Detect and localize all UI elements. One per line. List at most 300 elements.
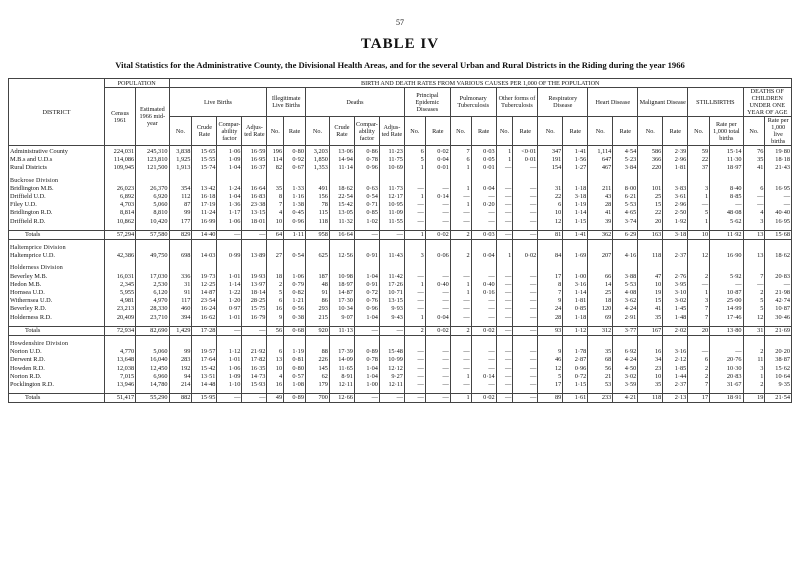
- value-cell: 4·16: [613, 252, 638, 260]
- value-cell: —: [513, 230, 538, 239]
- table-row: [9, 305, 792, 313]
- value-cell: 11·65: [329, 365, 354, 373]
- value-cell: 0·76: [354, 297, 379, 305]
- page-number: 57: [396, 18, 404, 27]
- value-cell: 1·56: [563, 156, 588, 164]
- value-cell: 1: [450, 164, 471, 172]
- value-cell: 21·98: [765, 289, 792, 297]
- value-cell: 20·20: [765, 348, 792, 356]
- value-cell: 0·67: [284, 164, 306, 172]
- value-cell: 16·83: [242, 193, 267, 201]
- value-cell: 59: [688, 146, 710, 157]
- section-heading: Holderness Division: [9, 264, 105, 272]
- value-cell: 0·56: [284, 305, 306, 313]
- value-cell: 31: [743, 326, 765, 335]
- value-cell: 82: [267, 164, 284, 172]
- value-cell: —: [513, 281, 538, 289]
- value-cell: —: [425, 365, 450, 373]
- value-cell: 10·30: [710, 365, 743, 373]
- table-row: [9, 164, 792, 172]
- district-name-cell: Withernsea U.D.: [9, 297, 105, 305]
- value-cell: 6,920: [136, 193, 169, 201]
- value-cell: 0·14: [471, 373, 496, 381]
- value-cell: 8,810: [136, 209, 169, 217]
- value-cell: 35: [588, 348, 613, 356]
- value-cell: —: [710, 281, 743, 289]
- value-cell: 16,031: [104, 273, 135, 281]
- value-cell: 23,710: [136, 314, 169, 322]
- value-cell: 28: [588, 201, 613, 209]
- value-cell: 13: [743, 230, 765, 239]
- district-name-cell: Beverley M.B.: [9, 273, 105, 281]
- value-cell: 1·15: [563, 218, 588, 226]
- value-cell: 13: [267, 356, 284, 364]
- value-cell: 1: [404, 230, 425, 239]
- value-cell: 1·06: [217, 218, 242, 226]
- value-cell: —: [425, 289, 450, 297]
- value-cell: 118: [305, 218, 329, 226]
- value-cell: 1: [743, 373, 765, 381]
- value-cell: 14·87: [329, 289, 354, 297]
- value-cell: 1·19: [284, 348, 306, 356]
- value-cell: 0·72: [563, 373, 588, 381]
- district-name-cell: Howden R.D.: [9, 365, 105, 373]
- value-cell: 1·01: [217, 314, 242, 322]
- value-cell: 35: [267, 185, 284, 193]
- value-cell: 245,310: [136, 146, 169, 157]
- value-cell: —: [513, 373, 538, 381]
- value-cell: 1·27: [563, 164, 588, 172]
- value-cell: 16·95: [765, 185, 792, 193]
- value-cell: 10: [538, 209, 563, 217]
- value-cell: 226: [305, 356, 329, 364]
- value-cell: 15·55: [192, 156, 217, 164]
- value-cell: —: [513, 381, 538, 389]
- value-cell: 0·04: [471, 185, 496, 193]
- value-cell: 42,386: [104, 252, 135, 260]
- value-cell: —: [450, 193, 471, 201]
- value-cell: 10·95: [379, 201, 404, 209]
- value-cell: —: [404, 289, 425, 297]
- value-cell: —: [496, 381, 513, 389]
- value-cell: 18·97: [329, 281, 354, 289]
- value-cell: —: [404, 356, 425, 364]
- value-cell: 6,892: [104, 193, 135, 201]
- value-cell: 1: [688, 193, 710, 201]
- value-cell: 187: [305, 273, 329, 281]
- header-estimated: Estimated 1966 mid-year: [136, 88, 169, 146]
- header-malignant: Malignant Disease: [638, 88, 688, 117]
- value-cell: —: [496, 218, 513, 226]
- value-cell: 16·95: [765, 218, 792, 226]
- value-cell: 8·40: [710, 185, 743, 193]
- value-cell: —: [425, 381, 450, 389]
- value-cell: 8·91: [329, 373, 354, 381]
- value-cell: 109,945: [104, 164, 135, 172]
- value-cell: —: [496, 193, 513, 201]
- value-cell: 8·85: [710, 193, 743, 201]
- value-cell: 1: [450, 185, 471, 193]
- value-cell: 20·83: [765, 273, 792, 281]
- value-cell: 7: [450, 146, 471, 157]
- value-cell: 4·65: [613, 209, 638, 217]
- value-cell: 366: [638, 156, 663, 164]
- value-cell: 10,862: [104, 218, 135, 226]
- value-cell: 99: [169, 209, 192, 217]
- value-cell: 1·33: [284, 185, 306, 193]
- subheader-rate: Rate: [284, 117, 306, 146]
- value-cell: 4·24: [613, 305, 638, 313]
- value-cell: 31: [169, 281, 192, 289]
- value-cell: 9·43: [379, 314, 404, 322]
- value-cell: —: [450, 297, 471, 305]
- value-cell: —: [513, 297, 538, 305]
- value-cell: 1,114: [588, 146, 613, 157]
- value-cell: —: [471, 365, 496, 373]
- value-cell: —: [765, 281, 792, 289]
- value-cell: 0·01: [425, 164, 450, 172]
- value-cell: 11·30: [710, 156, 743, 164]
- value-cell: 5,955: [104, 289, 135, 297]
- table-row: [9, 281, 792, 289]
- value-cell: <0·01: [513, 146, 538, 157]
- value-cell: 25: [638, 193, 663, 201]
- value-cell: —: [496, 356, 513, 364]
- value-cell: —: [450, 356, 471, 364]
- value-cell: 4·21: [613, 394, 638, 403]
- value-cell: —: [471, 305, 496, 313]
- value-cell: —: [471, 273, 496, 281]
- value-cell: 1,353: [305, 164, 329, 172]
- value-cell: 18·01: [242, 218, 267, 226]
- value-cell: 0·05: [471, 156, 496, 164]
- value-cell: 17·46: [710, 314, 743, 322]
- value-cell: —: [404, 209, 425, 217]
- value-cell: 2: [688, 373, 710, 381]
- value-cell: —: [496, 305, 513, 313]
- value-cell: 12·56: [329, 252, 354, 260]
- subheader-no: No.: [496, 117, 513, 146]
- table-row: [9, 201, 792, 209]
- value-cell: 2·91: [613, 314, 638, 322]
- section-heading-row: [9, 340, 792, 348]
- value-cell: 0·06: [425, 252, 450, 260]
- value-cell: 3·16: [663, 348, 688, 356]
- value-cell: 10·98: [329, 273, 354, 281]
- value-cell: 15: [638, 201, 663, 209]
- value-cell: 0·54: [284, 252, 306, 260]
- value-cell: 18·91: [710, 394, 743, 403]
- value-cell: 3: [743, 365, 765, 373]
- header-principal-epidemic: Principal Epidemic Diseases: [404, 88, 450, 117]
- value-cell: —: [379, 326, 404, 335]
- table-row: [9, 365, 792, 373]
- value-cell: 16: [267, 305, 284, 313]
- value-cell: 647: [588, 156, 613, 164]
- value-cell: 17·30: [329, 297, 354, 305]
- value-cell: 1·04: [217, 193, 242, 201]
- value-cell: 2·96: [663, 201, 688, 209]
- value-cell: —: [425, 356, 450, 364]
- section-heading: Howdenshire Division: [9, 340, 105, 348]
- value-cell: 18: [588, 297, 613, 305]
- value-cell: —: [743, 193, 765, 201]
- district-name-cell: Hornsea U.D.: [9, 289, 105, 297]
- subheader-comparability: Compar- ability factor: [217, 117, 242, 146]
- value-cell: —: [765, 193, 792, 201]
- value-cell: 3·77: [613, 326, 638, 335]
- value-cell: 9·93: [379, 305, 404, 313]
- value-cell: 11·43: [379, 252, 404, 260]
- value-cell: 12,038: [104, 365, 135, 373]
- district-name-cell: Derwent R.D.: [9, 356, 105, 364]
- value-cell: 829: [169, 230, 192, 239]
- value-cell: 1: [496, 146, 513, 157]
- value-cell: 2·02: [663, 326, 688, 335]
- value-cell: 1·78: [563, 348, 588, 356]
- value-cell: 1·45: [663, 305, 688, 313]
- subheader-no: No.: [743, 117, 765, 146]
- value-cell: 41: [588, 209, 613, 217]
- value-cell: 1·08: [284, 381, 306, 389]
- value-cell: —: [471, 297, 496, 305]
- value-cell: 11·55: [379, 218, 404, 226]
- value-cell: 16·95: [242, 156, 267, 164]
- header-heart: Heart Disease: [588, 88, 638, 117]
- subheader-rate: Rate: [425, 117, 450, 146]
- value-cell: 0·02: [513, 252, 538, 260]
- value-cell: 6: [538, 201, 563, 209]
- totals-row: [9, 394, 792, 403]
- value-cell: 283: [169, 356, 192, 364]
- value-cell: 14·94: [329, 156, 354, 164]
- value-cell: 9·27: [379, 373, 404, 381]
- value-cell: —: [450, 305, 471, 313]
- value-cell: 1·61: [563, 394, 588, 403]
- value-cell: 1·04: [354, 373, 379, 381]
- value-cell: 120: [588, 305, 613, 313]
- value-cell: 163: [638, 230, 663, 239]
- table-title: TABLE IV: [360, 36, 440, 52]
- value-cell: 26,023: [104, 185, 135, 193]
- value-cell: —: [513, 394, 538, 403]
- value-cell: —: [513, 193, 538, 201]
- value-cell: 8·00: [613, 185, 638, 193]
- value-cell: 16·79: [242, 314, 267, 322]
- header-child-deaths: DEATHS OF CHILDREN UNDER ONE YEAR OF AGE: [743, 88, 791, 117]
- value-cell: —: [242, 394, 267, 403]
- value-cell: 920: [305, 326, 329, 335]
- value-cell: 16·62: [192, 314, 217, 322]
- value-cell: 82,690: [136, 326, 169, 335]
- subheader-rate: Rate: [471, 117, 496, 146]
- value-cell: 177: [169, 218, 192, 226]
- value-cell: 18·62: [765, 252, 792, 260]
- value-cell: —: [404, 373, 425, 381]
- value-cell: 10: [638, 373, 663, 381]
- value-cell: —: [404, 381, 425, 389]
- value-cell: 3·16: [563, 281, 588, 289]
- value-cell: 347: [538, 146, 563, 157]
- value-cell: 17·64: [192, 356, 217, 364]
- value-cell: 1·41: [563, 230, 588, 239]
- header-other-tb: Other forms of Tuberculosis: [496, 88, 538, 117]
- value-cell: 5·62: [710, 218, 743, 226]
- value-cell: 167: [638, 326, 663, 335]
- value-cell: —: [496, 365, 513, 373]
- value-cell: 18: [267, 273, 284, 281]
- value-cell: —: [425, 297, 450, 305]
- value-cell: 192: [169, 365, 192, 373]
- value-cell: 21·54: [765, 394, 792, 403]
- subheader-no: No.: [404, 117, 425, 146]
- value-cell: 1: [496, 156, 513, 164]
- value-cell: 1: [404, 193, 425, 201]
- value-cell: —: [496, 201, 513, 209]
- value-cell: 12·12: [379, 365, 404, 373]
- value-cell: —: [496, 289, 513, 297]
- value-cell: 56: [588, 365, 613, 373]
- value-cell: 0·78: [354, 356, 379, 364]
- value-cell: —: [425, 394, 450, 403]
- subheader-no: No.: [588, 117, 613, 146]
- table-row: [9, 373, 792, 381]
- value-cell: 0·01: [513, 156, 538, 164]
- value-cell: 7: [267, 201, 284, 209]
- header-live-births: Live Births: [169, 88, 267, 117]
- table-body: [9, 146, 792, 403]
- value-cell: 14·87: [192, 289, 217, 297]
- value-cell: 10·34: [329, 305, 354, 313]
- value-cell: 123,810: [136, 156, 169, 164]
- value-cell: —: [471, 356, 496, 364]
- value-cell: 19·73: [192, 273, 217, 281]
- value-cell: 2·50: [663, 209, 688, 217]
- value-cell: 1·18: [563, 185, 588, 193]
- value-cell: 19·57: [192, 348, 217, 356]
- value-cell: 0·82: [284, 289, 306, 297]
- value-cell: 24: [538, 305, 563, 313]
- value-cell: —: [710, 348, 743, 356]
- value-cell: 2: [743, 348, 765, 356]
- value-cell: 0·97: [217, 305, 242, 313]
- value-cell: 13: [743, 252, 765, 260]
- value-cell: 2: [450, 252, 471, 260]
- value-cell: 14·40: [192, 230, 217, 239]
- value-cell: 625: [305, 252, 329, 260]
- value-cell: 20·76: [710, 356, 743, 364]
- value-cell: 9·35: [765, 381, 792, 389]
- value-cell: 16·24: [192, 305, 217, 313]
- value-cell: 0·96: [354, 164, 379, 172]
- header-pulmonary-tb: Pulmonary Tuberculosis: [450, 88, 496, 117]
- value-cell: 12: [538, 365, 563, 373]
- value-cell: 700: [305, 394, 329, 403]
- value-cell: 91: [305, 289, 329, 297]
- section-heading: Haltemprice Division: [9, 244, 105, 252]
- header-district: DISTRICT: [9, 79, 105, 146]
- value-cell: 0·72: [354, 289, 379, 297]
- table-row: [9, 297, 792, 305]
- value-cell: 31·67: [710, 381, 743, 389]
- value-cell: 2: [743, 381, 765, 389]
- value-cell: 5·53: [613, 201, 638, 209]
- value-cell: 10·69: [379, 164, 404, 172]
- value-cell: 15·74: [192, 164, 217, 172]
- header-stillbirths: STILLBIRTHS: [688, 88, 743, 117]
- table-row: [9, 193, 792, 201]
- value-cell: 91: [169, 289, 192, 297]
- value-cell: 35: [743, 156, 765, 164]
- value-cell: —: [513, 305, 538, 313]
- value-cell: 0·40: [425, 281, 450, 289]
- table-row: [9, 348, 792, 356]
- value-cell: 0·89: [354, 348, 379, 356]
- value-cell: 0·63: [354, 185, 379, 193]
- value-cell: 882: [169, 394, 192, 403]
- value-cell: 1·12: [217, 348, 242, 356]
- subheader-rate: Rate: [663, 117, 688, 146]
- value-cell: 1·04: [354, 365, 379, 373]
- section-heading-row: [9, 177, 792, 185]
- value-cell: 207: [588, 252, 613, 260]
- value-cell: —: [743, 201, 765, 209]
- district-name-cell: Hedon M.B.: [9, 281, 105, 289]
- value-cell: —: [496, 373, 513, 381]
- value-cell: 1: [450, 201, 471, 209]
- value-cell: —: [710, 201, 743, 209]
- value-cell: 2·37: [663, 252, 688, 260]
- value-cell: 68: [588, 356, 613, 364]
- value-cell: 26,370: [136, 185, 169, 193]
- value-cell: 224,031: [104, 146, 135, 157]
- value-cell: 48·08: [710, 209, 743, 217]
- value-cell: —: [496, 348, 513, 356]
- subheader-no: No.: [267, 117, 284, 146]
- value-cell: —: [513, 314, 538, 322]
- value-cell: 6·92: [613, 348, 638, 356]
- value-cell: 179: [305, 381, 329, 389]
- value-cell: 15·48: [379, 348, 404, 356]
- table-row: [9, 218, 792, 226]
- value-cell: 0·01: [471, 164, 496, 172]
- value-cell: 3·18: [663, 230, 688, 239]
- value-cell: 17·28: [192, 326, 217, 335]
- value-cell: 7: [538, 289, 563, 297]
- subheader-no: No.: [688, 117, 710, 146]
- value-cell: —: [471, 381, 496, 389]
- value-cell: 14·09: [329, 356, 354, 364]
- value-cell: 6: [404, 146, 425, 157]
- value-cell: 4,703: [104, 201, 135, 209]
- value-cell: 15: [638, 297, 663, 305]
- value-cell: —: [513, 164, 538, 172]
- value-cell: —: [513, 273, 538, 281]
- value-cell: 14: [588, 281, 613, 289]
- value-cell: 9: [267, 314, 284, 322]
- value-cell: 0·02: [471, 394, 496, 403]
- value-cell: 16: [267, 381, 284, 389]
- value-cell: 10·87: [710, 289, 743, 297]
- value-cell: 0·02: [425, 326, 450, 335]
- value-cell: 51,417: [104, 394, 135, 403]
- value-cell: 23·54: [192, 297, 217, 305]
- value-cell: —: [513, 356, 538, 364]
- value-cell: 0·02: [425, 230, 450, 239]
- value-cell: 0·78: [354, 156, 379, 164]
- value-cell: 1·12: [563, 326, 588, 335]
- subheader-rate: Rate: [563, 117, 588, 146]
